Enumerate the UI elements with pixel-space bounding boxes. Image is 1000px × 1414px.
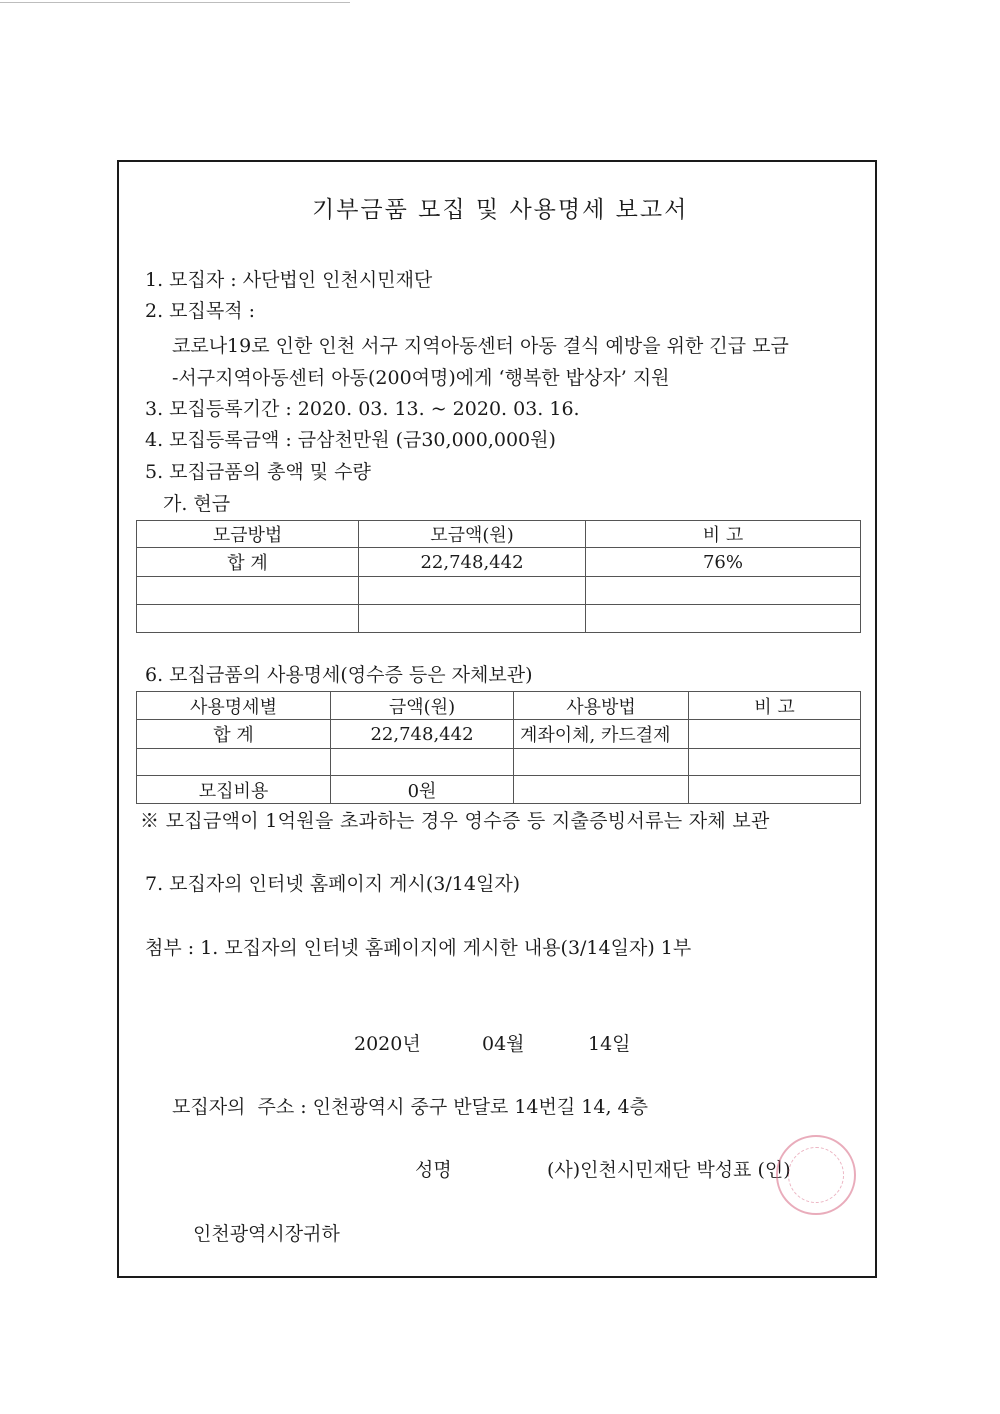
recipient: 인천광역시장귀하 (193, 1223, 340, 1245)
attachment-line: 첨부 : 1. 모집자의 인터넷 홈페이지에 게시한 내용(3/14일자) 1부 (145, 937, 692, 959)
item-5-total: 5. 모집금품의 총액 및 수량 (145, 461, 371, 483)
usage-cell: 모집비용 (137, 776, 331, 804)
usage-cell: 0원 (331, 776, 514, 804)
item-2-purpose-line2: -서구지역아동센터 아동(200여명)에게 ‘행복한 밥상자’ 지원 (172, 367, 670, 389)
usage-header-amount: 금액(원) (331, 692, 514, 720)
cash-cell (137, 577, 359, 605)
cash-cell (586, 577, 861, 605)
usage-cell (137, 749, 331, 776)
table-row (137, 720, 861, 749)
cash-cell (359, 577, 586, 605)
item-7-homepage: 7. 모집자의 인터넷 홈페이지 게시(3/14일자) (145, 873, 521, 895)
cash-table (136, 520, 861, 633)
cash-header-note: 비 고 (586, 521, 861, 548)
item-3-period: 3. 모집등록기간 : 2020. 03. 13. ~ 2020. 03. 16. (145, 398, 580, 420)
table-row (137, 577, 861, 605)
usage-cell: 22,748,442 (331, 720, 514, 749)
usage-header-note: 비 고 (689, 692, 861, 720)
date-month: 04월 (482, 1033, 525, 1055)
item-2-purpose-line1: 코로나19로 인한 인천 서구 지역아동센터 아동 결식 예방을 위한 긴급 모금 (172, 335, 789, 357)
usage-table-header-row (137, 692, 861, 720)
item-5-sub-cash: 가. 현금 (163, 493, 231, 515)
item-4-amount: 4. 모집등록금액 : 금삼천만원 (금30,000,000원) (145, 429, 556, 451)
table-row (137, 749, 861, 776)
cash-header-method: 모금방법 (137, 521, 359, 548)
official-seal-inner-ring (788, 1147, 844, 1203)
official-seal-stamp (776, 1135, 856, 1215)
scan-edge-line (0, 2, 350, 3)
usage-cell (689, 720, 861, 749)
usage-cell (689, 749, 861, 776)
cash-cell: 22,748,442 (359, 548, 586, 577)
usage-cell (514, 776, 689, 804)
signature-name: (사)인천시민재단 박성표 (인) (547, 1159, 791, 1181)
item-1-collector: 1. 모집자 : 사단법인 인천시민재단 (145, 269, 433, 291)
usage-cell (331, 749, 514, 776)
date-year: 2020년 (354, 1033, 421, 1055)
cash-header-amount: 모금액(원) (359, 521, 586, 548)
cash-cell (137, 605, 359, 633)
usage-cell (689, 776, 861, 804)
table-row (137, 548, 861, 577)
item-6-usage: 6. 모집금품의 사용명세(영수증 등은 자체보관) (145, 664, 533, 686)
usage-cell (514, 749, 689, 776)
usage-header-item: 사용명세별 (137, 692, 331, 720)
cash-cell: 합 계 (137, 548, 359, 577)
table-row (137, 605, 861, 633)
cash-cell (586, 605, 861, 633)
table-row (137, 776, 861, 804)
usage-cell: 계좌이체, 카드결제 (514, 720, 689, 749)
usage-header-method: 사용방법 (514, 692, 689, 720)
cash-table-header-row (137, 521, 861, 548)
cash-cell (359, 605, 586, 633)
usage-cell: 합 계 (137, 720, 331, 749)
usage-table (136, 691, 861, 804)
signature-label: 성명 (415, 1159, 452, 1181)
note-receipts: ※ 모집금액이 1억원을 초과하는 경우 영수증 등 지출증빙서류는 자체 보관 (140, 810, 770, 832)
collector-address: 모집자의 주소 : 인천광역시 중구 반달로 14번길 14, 4층 (172, 1096, 648, 1118)
document-title: 기부금품 모집 및 사용명세 보고서 (312, 197, 689, 223)
cash-cell: 76% (586, 548, 861, 577)
item-2-purpose-label: 2. 모집목적 : (145, 300, 256, 322)
date-day: 14일 (588, 1033, 631, 1055)
